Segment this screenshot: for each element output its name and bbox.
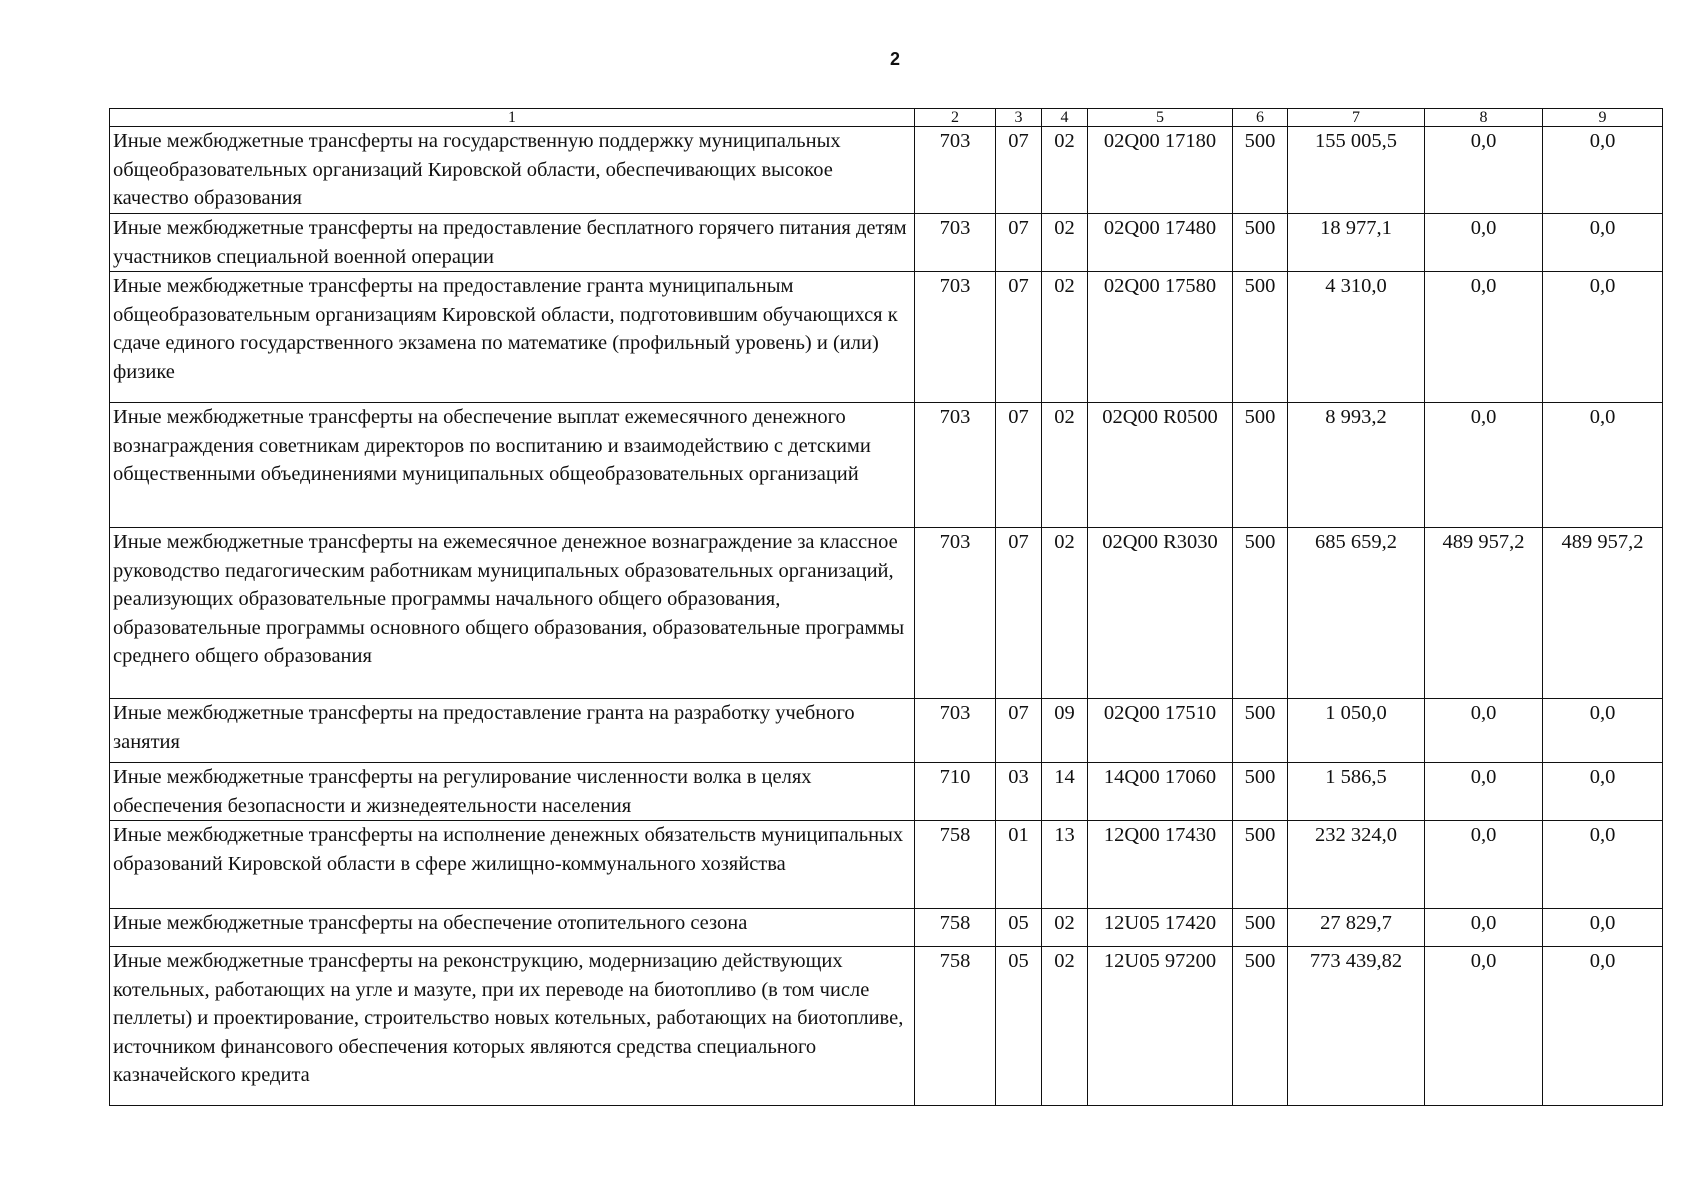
- amount-col8: 0,0: [1425, 909, 1543, 947]
- amount-col8: 0,0: [1425, 127, 1543, 214]
- code-target-article: 02Q00 17480: [1088, 214, 1233, 272]
- row-description: Иные межбюджетные трансферты на ежемесячное денежное вознаграждение за классное руководство педагогическим работникам муниципальных образовательных организаций, реализующих образовательные программы начального общего образования, образовательные программы основного общего образования, образовательные программы среднего общего образования: [110, 528, 915, 699]
- amount-col9: 0,0: [1543, 272, 1663, 403]
- code-expense-type: 500: [1233, 403, 1288, 528]
- table-row: [110, 699, 1663, 763]
- code-section: 07: [996, 699, 1042, 763]
- column-header: 8: [1425, 109, 1543, 127]
- amount-col8: 0,0: [1425, 403, 1543, 528]
- table-row: [110, 403, 1663, 528]
- code-target-article: 02Q00 17180: [1088, 127, 1233, 214]
- table-row: [110, 272, 1663, 403]
- code-subsection: 13: [1042, 821, 1088, 909]
- amount-col9: 489 957,2: [1543, 528, 1663, 699]
- amount-col9: 0,0: [1543, 763, 1663, 821]
- code-subsection: 02: [1042, 403, 1088, 528]
- code-expense-type: 500: [1233, 909, 1288, 947]
- row-description: Иные межбюджетные трансферты на предоставление бесплатного горячего питания детям участников специальной военной операции: [110, 214, 915, 272]
- amount-col8: 0,0: [1425, 699, 1543, 763]
- table-row: [110, 528, 1663, 699]
- amount-total: 685 659,2: [1288, 528, 1425, 699]
- code-expense-type: 500: [1233, 763, 1288, 821]
- table-row: [110, 763, 1663, 821]
- code-expense-type: 500: [1233, 272, 1288, 403]
- amount-col9: 0,0: [1543, 403, 1663, 528]
- amount-total: 155 005,5: [1288, 127, 1425, 214]
- code-expense-type: 500: [1233, 214, 1288, 272]
- column-header: 5: [1088, 109, 1233, 127]
- row-description: Иные межбюджетные трансферты на регулирование численности волка в целях обеспечения безопасности и жизнедеятельности населения: [110, 763, 915, 821]
- amount-col9: 0,0: [1543, 821, 1663, 909]
- table-row: [110, 127, 1663, 214]
- column-header: 1: [110, 109, 915, 127]
- amount-col9: 0,0: [1543, 947, 1663, 1106]
- table-row: [110, 947, 1663, 1106]
- row-description: Иные межбюджетные трансферты на государственную поддержку муниципальных общеобразовательных организаций Кировской области, обеспечивающих высокое качество образования: [110, 127, 915, 214]
- table-header-row: [110, 109, 1663, 127]
- budget-table: [109, 108, 1663, 1106]
- table-row: [110, 214, 1663, 272]
- code-subsection: 02: [1042, 214, 1088, 272]
- amount-col8: 0,0: [1425, 821, 1543, 909]
- code-target-article: 02Q00 R0500: [1088, 403, 1233, 528]
- code-section: 07: [996, 528, 1042, 699]
- amount-total: 232 324,0: [1288, 821, 1425, 909]
- code-target-article: 12U05 97200: [1088, 947, 1233, 1106]
- code-subsection: 02: [1042, 947, 1088, 1106]
- row-description: Иные межбюджетные трансферты на обеспечение отопительного сезона: [110, 909, 915, 947]
- amount-total: 8 993,2: [1288, 403, 1425, 528]
- code-subsection: 02: [1042, 909, 1088, 947]
- code-expense-type: 500: [1233, 947, 1288, 1106]
- amount-total: 773 439,82: [1288, 947, 1425, 1106]
- amount-col9: 0,0: [1543, 214, 1663, 272]
- amount-total: 18 977,1: [1288, 214, 1425, 272]
- amount-total: 1 050,0: [1288, 699, 1425, 763]
- code-ministry: 703: [915, 528, 996, 699]
- code-subsection: 02: [1042, 528, 1088, 699]
- amount-col8: 0,0: [1425, 947, 1543, 1106]
- code-ministry: 703: [915, 127, 996, 214]
- amount-col8: 0,0: [1425, 763, 1543, 821]
- code-expense-type: 500: [1233, 528, 1288, 699]
- amount-col8: 489 957,2: [1425, 528, 1543, 699]
- code-section: 07: [996, 272, 1042, 403]
- row-description: Иные межбюджетные трансферты на предоставление гранта на разработку учебного занятия: [110, 699, 915, 763]
- code-subsection: 02: [1042, 127, 1088, 214]
- code-section: 07: [996, 214, 1042, 272]
- table-row: [110, 909, 1663, 947]
- column-header: 9: [1543, 109, 1663, 127]
- amount-col9: 0,0: [1543, 909, 1663, 947]
- code-section: 03: [996, 763, 1042, 821]
- page-number: 2: [889, 49, 900, 69]
- code-ministry: 710: [915, 763, 996, 821]
- column-header: 2: [915, 109, 996, 127]
- code-target-article: 12U05 17420: [1088, 909, 1233, 947]
- amount-total: 27 829,7: [1288, 909, 1425, 947]
- code-expense-type: 500: [1233, 699, 1288, 763]
- code-section: 05: [996, 909, 1042, 947]
- column-header: 7: [1288, 109, 1425, 127]
- code-ministry: 758: [915, 947, 996, 1106]
- code-subsection: 14: [1042, 763, 1088, 821]
- code-section: 01: [996, 821, 1042, 909]
- code-section: 07: [996, 403, 1042, 528]
- code-target-article: 12Q00 17430: [1088, 821, 1233, 909]
- table-row: [110, 821, 1663, 909]
- code-expense-type: 500: [1233, 821, 1288, 909]
- code-target-article: 02Q00 17510: [1088, 699, 1233, 763]
- code-subsection: 09: [1042, 699, 1088, 763]
- code-ministry: 703: [915, 272, 996, 403]
- code-target-article: 02Q00 17580: [1088, 272, 1233, 403]
- row-description: Иные межбюджетные трансферты на обеспечение выплат ежемесячного денежного вознаграждения советникам директоров по воспитанию и взаимодействию с детскими общественными объединениями муниципальных общеобразовательных организаций: [110, 403, 915, 528]
- row-description: Иные межбюджетные трансферты на предоставление гранта муниципальным общеобразовательным организациям Кировской области, подготовившим обучающихся к сдаче единого государственного экзамена по математике (профильный уровень) и (или) физике: [110, 272, 915, 403]
- code-ministry: 758: [915, 909, 996, 947]
- code-subsection: 02: [1042, 272, 1088, 403]
- column-header: 3: [996, 109, 1042, 127]
- code-ministry: 703: [915, 214, 996, 272]
- amount-col8: 0,0: [1425, 214, 1543, 272]
- column-header: 6: [1233, 109, 1288, 127]
- code-ministry: 703: [915, 699, 996, 763]
- amount-total: 1 586,5: [1288, 763, 1425, 821]
- code-ministry: 703: [915, 403, 996, 528]
- amount-col9: 0,0: [1543, 127, 1663, 214]
- column-header: 4: [1042, 109, 1088, 127]
- code-section: 07: [996, 127, 1042, 214]
- row-description: Иные межбюджетные трансферты на реконструкцию, модернизацию действующих котельных, работающих на угле и мазуте, при их переводе на биотопливо (в том числе пеллеты) и проектирование, строительство новых котельных, работающих на биотопливе, источником финансового обеспечения которых являются средства специального казначейского кредита: [110, 947, 915, 1106]
- code-target-article: 14Q00 17060: [1088, 763, 1233, 821]
- amount-col9: 0,0: [1543, 699, 1663, 763]
- code-ministry: 758: [915, 821, 996, 909]
- amount-col8: 0,0: [1425, 272, 1543, 403]
- amount-total: 4 310,0: [1288, 272, 1425, 403]
- code-expense-type: 500: [1233, 127, 1288, 214]
- code-section: 05: [996, 947, 1042, 1106]
- code-target-article: 02Q00 R3030: [1088, 528, 1233, 699]
- row-description: Иные межбюджетные трансферты на исполнение денежных обязательств муниципальных образований Кировской области в сфере жилищно-коммунального хозяйства: [110, 821, 915, 909]
